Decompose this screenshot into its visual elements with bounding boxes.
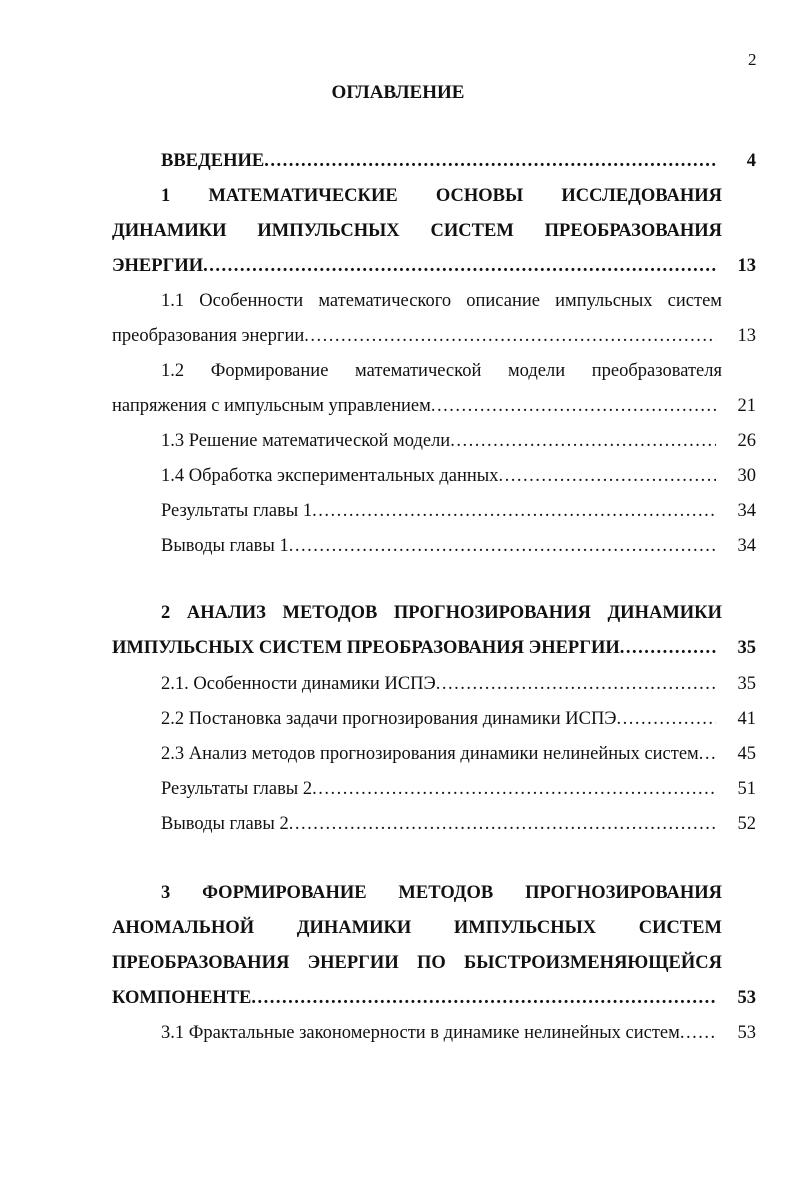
heading-word: ПРЕОБРАЗОВАНИЯ — [544, 221, 722, 241]
toc-chapter-3-heading-line3[interactable] — [112, 950, 722, 976]
toc-page-number: 4 — [746, 151, 756, 171]
section-word: 1.1 — [161, 291, 185, 311]
toc-entry-text: 2.3 Анализ методов прогнозирования динамики нелинейных систем — [161, 744, 699, 764]
leader-dots — [251, 985, 716, 1011]
toc-entry-text: Выводы главы 1 — [161, 536, 289, 556]
toc-section-3-1[interactable] — [161, 1020, 756, 1046]
leader-dots — [436, 671, 716, 697]
leader-dots — [312, 776, 716, 802]
toc-conclusions-chapter-2[interactable] — [161, 811, 756, 837]
section-word: систем — [667, 291, 722, 311]
heading-word: БЫСТРОИЗМЕНЯЮЩЕЙСЯ — [464, 953, 722, 973]
leader-dots — [620, 635, 716, 661]
heading-word: ДИНАМИКИ — [112, 221, 227, 241]
section-word: Формирование — [210, 361, 329, 381]
toc-entry-text: преобразования энергии — [112, 326, 305, 346]
heading-word: СИСТЕМ — [638, 918, 722, 938]
toc-page-number: 21 — [737, 396, 756, 416]
toc-page-number: 41 — [737, 709, 756, 729]
toc-entry-text: 3.1 Фрактальные закономерности в динамике нелинейных систем — [161, 1023, 680, 1043]
heading-word: ДИНАМИКИ — [607, 603, 722, 623]
section-word: модели — [507, 361, 566, 381]
heading-word: МАТЕМАТИЧЕСКИЕ — [208, 186, 398, 206]
toc-section-1-3[interactable] — [161, 428, 756, 454]
toc-entry-text: напряжения с импульсным управлением — [112, 396, 431, 416]
toc-entry-text: Выводы главы 2 — [161, 814, 289, 834]
leader-dots — [304, 323, 716, 349]
leader-dots — [431, 393, 716, 419]
toc-section-1-4[interactable] — [161, 463, 756, 489]
heading-word: ИССЛЕДОВАНИЯ — [561, 186, 722, 206]
leader-dots — [289, 811, 716, 837]
section-word: описание — [466, 291, 540, 311]
heading-word: ИМПУЛЬСНЫХ — [257, 221, 400, 241]
toc-section-1-1-last[interactable] — [112, 323, 756, 349]
heading-word: ДИНАМИКИ — [296, 918, 412, 938]
toc-page-number: 13 — [737, 256, 756, 276]
page-number: 2 — [748, 50, 757, 69]
toc-section-1-2-line1[interactable] — [161, 358, 722, 384]
heading-word: 1 — [161, 186, 171, 206]
toc-chapter-1-heading-line1[interactable] — [161, 183, 722, 209]
toc-chapter-2-heading-line1[interactable] — [161, 600, 722, 626]
toc-entry-text: 1.4 Обработка экспериментальных данных — [161, 466, 499, 486]
leader-dots — [680, 1020, 716, 1046]
leader-dots — [498, 463, 716, 489]
toc-page-number: 35 — [737, 638, 756, 658]
leader-dots — [203, 253, 716, 279]
toc-page-number: 52 — [737, 814, 756, 834]
toc-page-number: 51 — [737, 779, 756, 799]
toc-entry-text: 2.2 Постановка задачи прогнозирования динамики ИСПЭ — [161, 709, 617, 729]
toc-entry-text: КОМПОНЕНТЕ — [112, 988, 252, 1008]
toc-page-number: 53 — [737, 1023, 756, 1043]
toc-chapter-3-heading-line1[interactable] — [161, 880, 722, 906]
toc-results-chapter-1[interactable] — [161, 498, 756, 524]
toc-page-number: 13 — [737, 326, 756, 346]
heading-word: ПРЕОБРАЗОВАНИЯ — [112, 953, 290, 973]
section-word: Особенности — [199, 291, 304, 311]
toc-entry-text: ВВЕДЕНИЕ — [161, 151, 265, 171]
toc-chapter-3-heading-last[interactable] — [112, 985, 756, 1011]
section-word: 1.2 — [161, 361, 185, 381]
toc-entry-text: Результаты главы 1 — [161, 501, 313, 521]
toc-page-number: 30 — [737, 466, 756, 486]
heading-word: АНАЛИЗ — [186, 603, 266, 623]
heading-word: ОСНОВЫ — [435, 186, 524, 206]
toc-results-chapter-2[interactable] — [161, 776, 756, 802]
leader-dots — [312, 498, 716, 524]
heading-word: МЕТОДОВ — [282, 603, 378, 623]
toc-page-number: 53 — [737, 988, 756, 1008]
section-word: импульсных — [555, 291, 653, 311]
toc-entry-intro[interactable] — [161, 148, 756, 174]
toc-chapter-3-heading-line2[interactable] — [112, 915, 722, 941]
heading-word: ФОРМИРОВАНИЕ — [202, 883, 367, 903]
toc-page-number: 35 — [737, 674, 756, 694]
section-word: математического — [318, 291, 452, 311]
heading-word: ПРОГНОЗИРОВАНИЯ — [525, 883, 722, 903]
heading-word: ИМПУЛЬСНЫХ — [453, 918, 597, 938]
toc-section-2-3[interactable] — [161, 741, 756, 767]
heading-word: ЭНЕРГИИ — [307, 953, 399, 973]
leader-dots — [264, 148, 716, 174]
toc-conclusions-chapter-1[interactable] — [161, 533, 756, 559]
toc-chapter-1-heading-line2[interactable] — [112, 218, 722, 244]
toc-page-number: 45 — [737, 744, 756, 764]
toc-page-number: 26 — [737, 431, 756, 451]
page-title: ОГЛАВЛЕНИЕ — [331, 82, 465, 103]
heading-word: 3 — [161, 883, 171, 903]
toc-entry-text: 2.1. Особенности динамики ИСПЭ — [161, 674, 436, 694]
heading-word: ПО — [416, 953, 446, 973]
heading-word: АНОМАЛЬНОЙ — [112, 918, 255, 938]
toc-entry-text: 1.3 Решение математической модели — [161, 431, 451, 451]
toc-chapter-1-heading-last[interactable] — [112, 253, 756, 279]
toc-chapter-2-heading-last[interactable] — [112, 635, 756, 661]
heading-word: МЕТОДОВ — [398, 883, 494, 903]
toc-section-2-1[interactable] — [161, 671, 756, 697]
heading-word: ПРОГНОЗИРОВАНИЯ — [393, 603, 591, 623]
toc-section-1-1-line1[interactable] — [161, 288, 722, 314]
toc-section-1-2-last[interactable] — [112, 393, 756, 419]
section-word: преобразователя — [591, 361, 722, 381]
heading-word: 2 — [161, 603, 171, 623]
toc-page-number: 34 — [737, 501, 756, 521]
toc-entry-text: ИМПУЛЬСНЫХ СИСТЕМ ПРЕОБРАЗОВАНИЯ ЭНЕРГИИ — [112, 638, 620, 658]
heading-word: СИСТЕМ — [430, 221, 514, 241]
leader-dots — [450, 428, 716, 454]
toc-section-2-2[interactable] — [161, 706, 756, 732]
leader-dots — [617, 706, 716, 732]
toc-entry-text: Результаты главы 2 — [161, 779, 313, 799]
section-word: математической — [355, 361, 482, 381]
toc-page-number: 34 — [737, 536, 756, 556]
leader-dots — [289, 533, 716, 559]
toc-entry-text: ЭНЕРГИИ — [112, 256, 204, 276]
leader-dots — [699, 741, 716, 767]
